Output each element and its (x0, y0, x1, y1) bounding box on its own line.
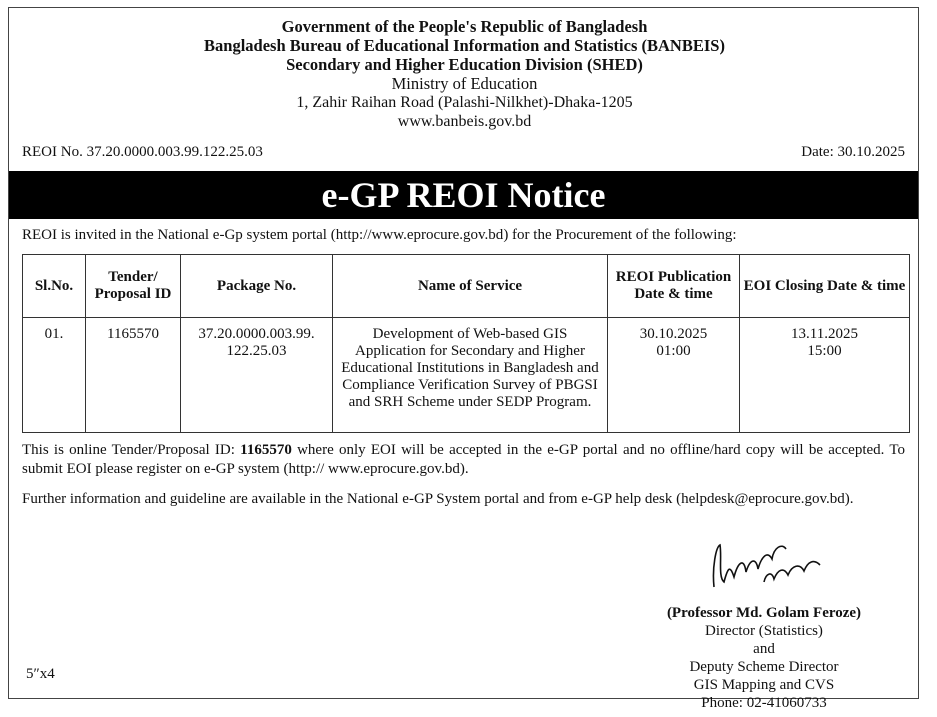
division-line: Secondary and Higher Education Division (SHED) (286, 55, 643, 74)
cell-package: 37.20.0000.003.99. 122.25.03 (181, 318, 333, 433)
para1-post: where only EOI will be accepted in the e-GP portal and no offline/hard copy will be accepted. To submit EOI please register on e-GP system (http:// www.eprocure.gov.bd). (22, 442, 905, 477)
signatory-role: Deputy Scheme Director (689, 659, 839, 675)
online-tender-paragraph (22, 441, 905, 479)
cell-service: Development of Web-based GIS Application for Secondary and Higher Educational Institutions in Bangladesh and Compliance Verification Survey of PBGSI and SRH Scheme under SEDP Program. (333, 318, 608, 433)
col-service: Name of Service (333, 255, 608, 318)
col-publication: REOI Publication Date & time (608, 255, 740, 318)
col-package: Package No. (181, 255, 333, 318)
procurement-table (22, 254, 910, 433)
col-sl: Sl.No. (23, 255, 86, 318)
close-time: 15:00 (807, 343, 842, 359)
notice-date: Date: 30.10.2025 (801, 144, 905, 160)
intro-pre: REOI is invited in the National e-Gp system portal ( (22, 227, 336, 243)
ad-size: 5″x4 (26, 666, 55, 682)
ministry-line: Ministry of Education (391, 74, 538, 93)
notice-frame (8, 7, 919, 711)
para2-post: ). (844, 491, 854, 507)
cell-closing (740, 318, 910, 433)
intro-text (22, 227, 737, 244)
bureau-line: Bangladesh Bureau of Educational Information and Statistics (BANBEIS) (204, 36, 725, 55)
reference-row (22, 144, 905, 161)
website-link[interactable]: www.banbeis.gov.bd (397, 113, 532, 130)
signatory-title: Director (Statistics) (705, 623, 823, 639)
col-closing: EOI Closing Date & time (740, 255, 910, 318)
further-info-paragraph (22, 490, 905, 509)
col-tender-id: Tender/ Proposal ID (86, 255, 181, 318)
table-header-row (23, 255, 910, 318)
address-line: 1, Zahir Raihan Road (Palashi-Nilkhet)-Dhaka-1205 (296, 94, 633, 111)
helpdesk-email-link[interactable]: helpdesk@eprocure.gov.bd (681, 491, 845, 507)
signatory-and: and (753, 641, 775, 657)
para2-pre: Further information and guideline are available in the National e-GP System portal and from e-GP help desk ( (22, 491, 682, 507)
eprocure-link[interactable]: http://www.eprocure.gov.bd (335, 227, 504, 243)
cell-sl: 01. (23, 318, 86, 433)
signature-block (629, 537, 899, 712)
government-line: Government of the People's Republic of Bangladesh (281, 17, 648, 36)
pub-date: 30.10.2025 (639, 326, 708, 342)
signature-icon (694, 537, 834, 597)
reoi-number: REOI No. 37.20.0000.003.99.122.25.03 (22, 144, 263, 160)
signatory-name: (Professor Md. Golam Feroze) (666, 605, 862, 621)
cell-publication (608, 318, 740, 433)
para1-pre: This is online Tender/Proposal ID: (22, 442, 241, 458)
intro-post: ) for the Procurement of the following: (503, 227, 737, 243)
notice-title: e-GP REOI Notice (9, 171, 918, 219)
close-date: 13.11.2025 (791, 326, 858, 342)
signatory-unit: GIS Mapping and CVS (693, 677, 835, 693)
signatory-phone: Phone: 02-41060733 (701, 695, 827, 711)
tender-id-bold: 1165570 (240, 442, 292, 458)
cell-tender-id: 1165570 (86, 318, 181, 433)
pub-time: 01:00 (656, 343, 691, 359)
table-row (23, 318, 910, 433)
letterhead (9, 17, 920, 131)
